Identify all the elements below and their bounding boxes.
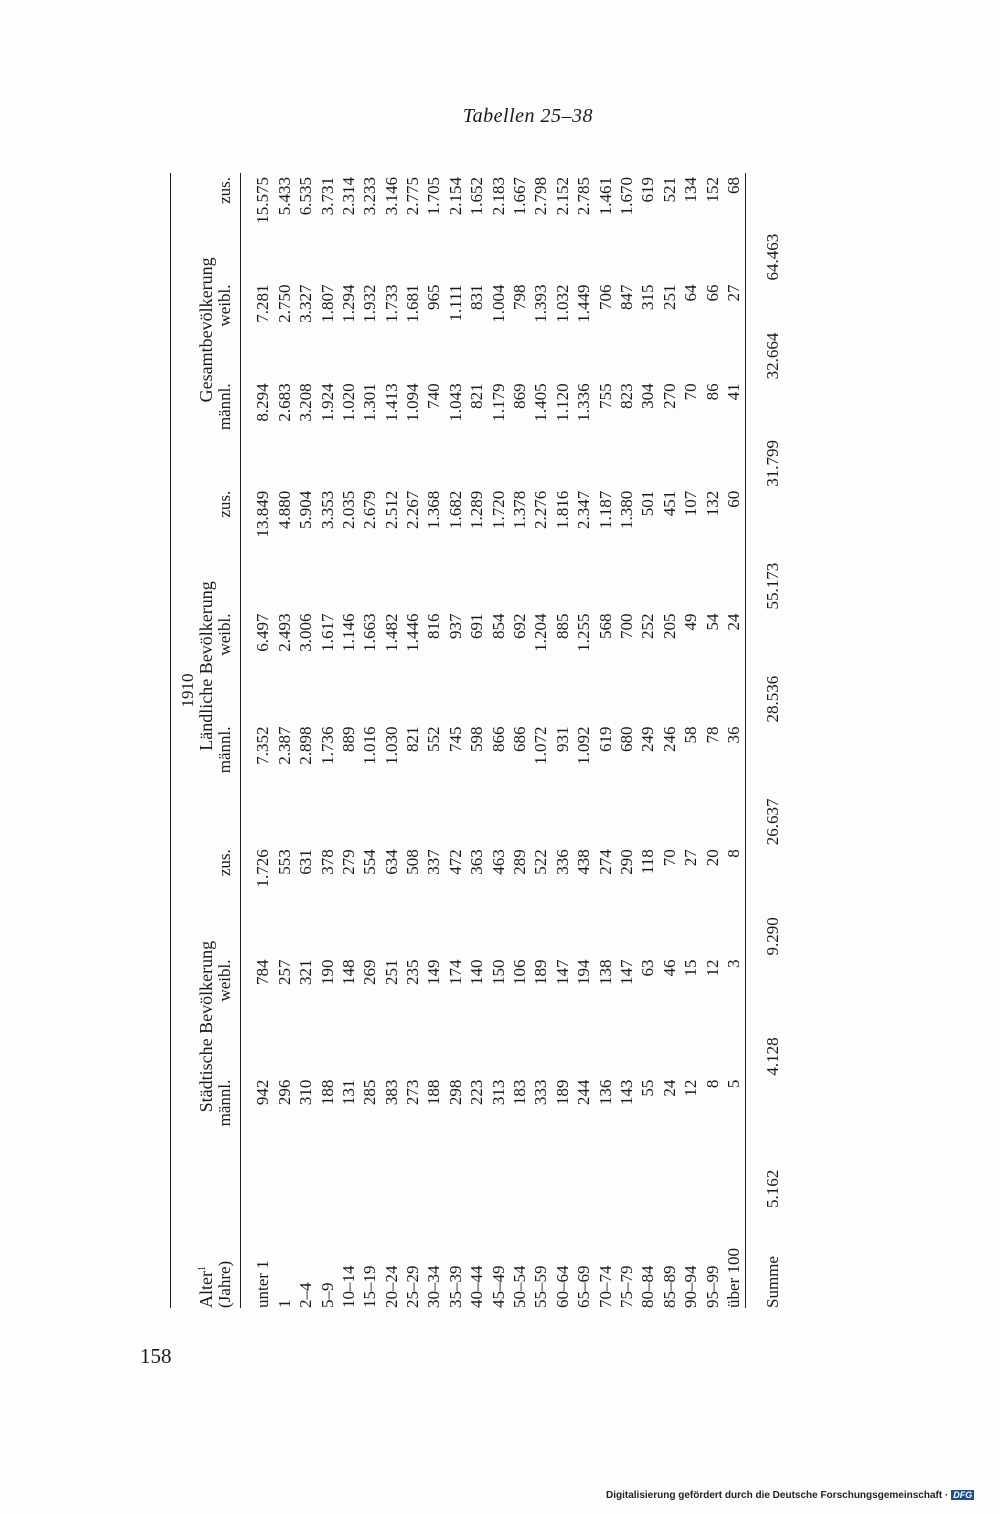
- value-cell: 321: [296, 959, 316, 986]
- table-body: [253, 173, 745, 1308]
- value-cell: 854: [488, 613, 508, 640]
- digitization-credit: [606, 1490, 974, 1501]
- value-cell: 1.030: [381, 726, 401, 765]
- value-cell: 6.535: [296, 177, 316, 216]
- population-table-rotated: [170, 173, 886, 1308]
- age-group-cell: unter 1: [253, 1260, 273, 1308]
- year-label: 1910: [178, 673, 197, 708]
- value-cell: 183: [510, 1079, 530, 1106]
- table-row: [445, 173, 466, 1308]
- value-cell: 1.179: [488, 383, 508, 422]
- value-cell: 246: [659, 726, 679, 753]
- value-cell: 12: [681, 1079, 701, 1097]
- sum-value-cell: 32.664: [745, 280, 786, 379]
- value-cell: 2.152: [552, 177, 572, 216]
- value-cell: 78: [702, 726, 722, 744]
- age-group-cell: 1: [274, 1299, 294, 1308]
- value-cell: 27: [723, 284, 743, 302]
- value-cell: 1.016: [360, 726, 380, 765]
- footnote-marker: 1: [196, 1266, 208, 1272]
- value-cell: 1.726: [253, 849, 273, 888]
- value-cell: 1.461: [595, 177, 615, 216]
- value-cell: 3.006: [296, 613, 316, 652]
- header-rule: [240, 173, 253, 1308]
- value-cell: 1.289: [467, 490, 487, 529]
- age-group-cell: 15–19: [360, 1265, 380, 1308]
- value-cell: 107: [681, 490, 701, 517]
- value-cell: 150: [488, 959, 508, 986]
- value-cell: 12: [702, 959, 722, 977]
- value-cell: 132: [702, 490, 722, 517]
- page-header: [0, 0, 1000, 130]
- column-subheader: weibl.: [214, 613, 234, 656]
- year-header-row: [171, 173, 197, 1308]
- age-group-cell: 35–39: [445, 1265, 465, 1308]
- value-cell: 706: [595, 284, 615, 310]
- value-cell: 6.497: [253, 613, 273, 652]
- value-cell: 131: [338, 1079, 358, 1106]
- table-row: [402, 173, 423, 1308]
- value-cell: 1.733: [381, 284, 401, 323]
- value-cell: 8: [723, 849, 743, 858]
- alter-header: Alter$^1$: [195, 1266, 216, 1308]
- value-cell: 745: [445, 726, 465, 753]
- value-cell: 1.032: [552, 284, 572, 323]
- value-cell: 106: [510, 959, 530, 986]
- table-row: [723, 173, 745, 1308]
- table-row: [573, 173, 594, 1308]
- value-cell: 363: [467, 849, 487, 875]
- value-cell: 889: [338, 726, 358, 753]
- value-cell: 252: [638, 613, 658, 640]
- value-cell: 279: [338, 849, 358, 875]
- sum-value-cell: 5.162: [745, 1076, 786, 1208]
- value-cell: 3.208: [296, 383, 316, 422]
- table-row: [552, 173, 573, 1308]
- value-cell: 2.267: [403, 490, 423, 529]
- credit-text: Digitalisierung gefördert durch die Deutsche Forschungsgemeinschaft ·: [606, 1490, 949, 1501]
- table-row: [424, 173, 445, 1308]
- value-cell: 148: [338, 959, 358, 986]
- age-group-cell: 25–29: [403, 1265, 423, 1308]
- table-row: [638, 173, 659, 1308]
- value-cell: 553: [274, 849, 294, 875]
- value-cell: 1.204: [531, 613, 551, 652]
- age-group-cell: 10–14: [338, 1265, 358, 1308]
- value-cell: 619: [595, 726, 615, 753]
- value-cell: 251: [659, 284, 679, 310]
- age-group-cell: 5–9: [317, 1282, 337, 1308]
- value-cell: 188: [317, 1079, 337, 1106]
- value-cell: 1.020: [338, 383, 358, 422]
- value-cell: 8: [702, 1079, 722, 1089]
- value-cell: 244: [574, 1079, 594, 1106]
- table-row: [531, 173, 552, 1308]
- value-cell: 631: [296, 849, 316, 875]
- age-group-cell: 20–24: [381, 1265, 401, 1308]
- age-group-cell: über 100: [723, 1248, 743, 1308]
- value-cell: 2.512: [381, 490, 401, 529]
- value-cell: 847: [616, 284, 636, 310]
- age-group-cell: 70–74: [595, 1265, 615, 1308]
- dfg-logo: DFG: [953, 1490, 973, 1500]
- value-cell: 7.352: [253, 726, 273, 765]
- value-cell: 63: [638, 959, 658, 977]
- value-cell: 337: [424, 849, 444, 875]
- value-cell: 2.493: [274, 613, 294, 652]
- age-group-cell: 50–54: [510, 1265, 530, 1308]
- value-cell: 942: [253, 1079, 273, 1106]
- value-cell: 54: [702, 613, 722, 631]
- value-cell: 2.276: [531, 490, 551, 529]
- value-cell: 194: [574, 959, 594, 986]
- value-cell: 1.378: [510, 490, 530, 529]
- value-cell: 1.670: [616, 177, 636, 216]
- value-cell: 205: [659, 613, 679, 640]
- value-cell: 36: [723, 726, 743, 744]
- age-group-cell: 55–59: [531, 1265, 551, 1308]
- value-cell: 3.233: [360, 177, 380, 216]
- value-cell: 1.652: [467, 177, 487, 216]
- table-row: [595, 173, 616, 1308]
- value-cell: 619: [638, 177, 658, 203]
- value-cell: 1.482: [381, 613, 401, 652]
- value-cell: 1.667: [510, 177, 530, 216]
- sum-value-cell: 31.799: [745, 379, 786, 486]
- value-cell: 740: [424, 383, 444, 409]
- age-group-cell: 80–84: [638, 1265, 658, 1308]
- group-header-row: [197, 173, 216, 1308]
- value-cell: 501: [638, 490, 658, 517]
- value-cell: 4.880: [274, 490, 294, 529]
- value-cell: 1.720: [488, 490, 508, 529]
- sum-value-cell: 64.463: [745, 173, 786, 280]
- value-cell: 522: [531, 849, 551, 875]
- value-cell: 937: [445, 613, 465, 640]
- value-cell: 336: [552, 849, 572, 875]
- value-cell: 2.154: [445, 177, 465, 216]
- value-cell: 1.380: [616, 490, 636, 529]
- value-cell: 333: [531, 1079, 551, 1106]
- value-cell: 86: [702, 383, 722, 401]
- value-cell: 138: [595, 959, 615, 986]
- value-cell: 13.849: [253, 490, 273, 538]
- table-row: [253, 173, 274, 1308]
- value-cell: 251: [381, 959, 401, 986]
- value-cell: 686: [510, 726, 530, 753]
- value-cell: 2.683: [274, 383, 294, 422]
- value-cell: 70: [681, 383, 701, 401]
- value-cell: 554: [360, 849, 380, 875]
- value-cell: 2.387: [274, 726, 294, 765]
- value-cell: 691: [467, 613, 487, 640]
- value-cell: 634: [381, 849, 401, 875]
- value-cell: 315: [638, 284, 658, 310]
- value-cell: 383: [381, 1079, 401, 1106]
- value-cell: 438: [574, 849, 594, 875]
- value-cell: 508: [403, 849, 423, 875]
- table-row: [616, 173, 637, 1308]
- value-cell: 1.187: [595, 490, 615, 529]
- value-cell: 1.004: [488, 284, 508, 323]
- value-cell: 1.617: [317, 613, 337, 652]
- value-cell: 1.368: [424, 490, 444, 529]
- value-cell: 692: [510, 613, 530, 640]
- table-row: [466, 173, 487, 1308]
- value-cell: 700: [616, 613, 636, 640]
- value-cell: 296: [274, 1079, 294, 1106]
- value-cell: 285: [360, 1079, 380, 1106]
- column-subheader: zus.: [214, 177, 234, 204]
- value-cell: 118: [638, 849, 658, 875]
- age-group-cell: 90–94: [681, 1265, 701, 1308]
- value-cell: 68: [723, 177, 743, 194]
- value-cell: 189: [552, 1079, 572, 1106]
- value-cell: 1.932: [360, 284, 380, 323]
- group-header-urban: Städtische Bevölkerung: [195, 940, 216, 1113]
- value-cell: 223: [467, 1079, 487, 1106]
- value-cell: 451: [659, 490, 679, 517]
- age-group-cell: 40–44: [467, 1265, 487, 1308]
- running-title: Tabellen 25–38: [462, 105, 593, 127]
- sum-value-cell: 9.290: [745, 845, 786, 955]
- table-row: [488, 173, 509, 1308]
- table-row: [680, 173, 701, 1308]
- column-subheader: zus.: [214, 490, 234, 518]
- table-row: [338, 173, 359, 1308]
- value-cell: 2.898: [296, 726, 316, 765]
- value-cell: 1.255: [574, 613, 594, 652]
- value-cell: 147: [616, 959, 636, 986]
- column-subheader: zus.: [214, 849, 234, 877]
- value-cell: 134: [681, 177, 701, 203]
- value-cell: 136: [595, 1079, 615, 1106]
- value-cell: 821: [467, 383, 487, 409]
- value-cell: 298: [445, 1079, 465, 1106]
- value-cell: 680: [616, 726, 636, 753]
- value-cell: 1.924: [317, 383, 337, 422]
- value-cell: 598: [467, 726, 487, 753]
- age-group-cell: 60–64: [552, 1265, 572, 1308]
- value-cell: 1.736: [317, 726, 337, 765]
- value-cell: 1.405: [531, 383, 551, 422]
- value-cell: 568: [595, 613, 615, 640]
- value-cell: 15.575: [253, 177, 273, 224]
- table-row: [509, 173, 530, 1308]
- value-cell: 1.816: [552, 490, 572, 529]
- value-cell: 1.094: [403, 383, 423, 422]
- value-cell: 823: [616, 383, 636, 409]
- alter-unit-header: (Jahre): [214, 1260, 234, 1308]
- value-cell: 24: [723, 613, 743, 631]
- sum-row: [745, 173, 786, 1308]
- value-cell: 1.682: [445, 490, 465, 529]
- value-cell: 2.785: [574, 177, 594, 216]
- value-cell: 64: [681, 284, 701, 302]
- value-cell: 1.111: [445, 284, 465, 322]
- value-cell: 1.663: [360, 613, 380, 652]
- value-cell: 313: [488, 1079, 508, 1106]
- value-cell: 70: [659, 849, 679, 867]
- value-cell: 174: [445, 959, 465, 986]
- value-cell: 1.393: [531, 284, 551, 323]
- sum-label: Summe: [745, 1208, 786, 1308]
- value-cell: 3: [723, 959, 743, 969]
- value-cell: 521: [659, 177, 679, 203]
- value-cell: 1.294: [338, 284, 358, 323]
- age-group-cell: 30–34: [424, 1265, 444, 1308]
- value-cell: 289: [510, 849, 530, 875]
- value-cell: 7.281: [253, 284, 273, 323]
- value-cell: 24: [659, 1079, 679, 1097]
- age-group-cell: 95–99: [702, 1265, 722, 1308]
- value-cell: 831: [467, 284, 487, 310]
- value-cell: 1.043: [445, 383, 465, 422]
- value-cell: 1.092: [574, 726, 594, 765]
- value-cell: 3.146: [381, 177, 401, 216]
- value-cell: 2.750: [274, 284, 294, 323]
- value-cell: 1.072: [531, 726, 551, 765]
- column-subheader: männl.: [214, 1079, 234, 1127]
- value-cell: 1.681: [403, 284, 423, 323]
- column-subheader: weibl.: [214, 284, 234, 327]
- value-cell: 755: [595, 383, 615, 409]
- value-cell: 1.705: [424, 177, 444, 216]
- sum-value-cell: 26.637: [745, 723, 786, 846]
- value-cell: 2.347: [574, 490, 594, 529]
- value-cell: 816: [424, 613, 444, 640]
- value-cell: 965: [424, 284, 444, 310]
- value-cell: 1.301: [360, 383, 380, 422]
- value-cell: 3.353: [317, 490, 337, 529]
- value-cell: 188: [424, 1079, 444, 1106]
- value-cell: 274: [595, 849, 615, 875]
- value-cell: 784: [253, 959, 273, 986]
- value-cell: 273: [403, 1079, 423, 1106]
- column-subheader: weibl.: [214, 959, 234, 1002]
- age-group-cell: 75–79: [616, 1265, 636, 1308]
- population-table: [170, 173, 786, 1308]
- value-cell: 2.775: [403, 177, 423, 216]
- value-cell: 270: [659, 383, 679, 409]
- value-cell: 8.294: [253, 383, 273, 422]
- table-row: [317, 173, 338, 1308]
- page-number: 158: [140, 1344, 172, 1368]
- age-group-cell: 65–69: [574, 1265, 594, 1308]
- value-cell: 152: [702, 177, 722, 203]
- group-header-total: Gesamtbevölkerung: [195, 257, 216, 403]
- value-cell: 552: [424, 726, 444, 753]
- value-cell: 310: [296, 1079, 316, 1106]
- age-group-cell: 45–49: [488, 1265, 508, 1308]
- value-cell: 1.146: [338, 613, 358, 652]
- table-row: [360, 173, 381, 1308]
- value-cell: 190: [317, 959, 337, 986]
- value-cell: 15: [681, 959, 701, 977]
- value-cell: 869: [510, 383, 530, 409]
- value-cell: 2.798: [531, 177, 551, 216]
- value-cell: 269: [360, 959, 380, 986]
- column-subheader: männl.: [214, 726, 234, 774]
- value-cell: 472: [445, 849, 465, 875]
- value-cell: 149: [424, 959, 444, 986]
- value-cell: 189: [531, 959, 551, 986]
- value-cell: 1.446: [403, 613, 423, 652]
- age-group-cell: 85–89: [659, 1265, 679, 1308]
- value-cell: 49: [681, 613, 701, 631]
- value-cell: 235: [403, 959, 423, 986]
- value-cell: 866: [488, 726, 508, 753]
- value-cell: 27: [681, 849, 701, 867]
- value-cell: 931: [552, 726, 572, 753]
- value-cell: 257: [274, 959, 294, 986]
- value-cell: 20: [702, 849, 722, 867]
- subheader-row: [216, 173, 240, 1308]
- sum-value-cell: 28.536: [745, 610, 786, 723]
- value-cell: 5.904: [296, 490, 316, 529]
- value-cell: 821: [403, 726, 423, 753]
- value-cell: 2.035: [338, 490, 358, 529]
- table-row: [274, 173, 295, 1308]
- value-cell: 290: [616, 849, 636, 875]
- value-cell: 463: [488, 849, 508, 875]
- value-cell: 147: [552, 959, 572, 986]
- value-cell: 140: [467, 959, 487, 986]
- value-cell: 41: [723, 383, 743, 401]
- value-cell: 885: [552, 613, 572, 640]
- column-subheader: männl.: [214, 383, 234, 431]
- value-cell: 60: [723, 490, 743, 508]
- table-row: [659, 173, 680, 1308]
- value-cell: 3.731: [317, 177, 337, 216]
- value-cell: 46: [659, 959, 679, 977]
- sum-value-cell: 55.173: [745, 487, 786, 610]
- value-cell: 58: [681, 726, 701, 744]
- value-cell: 378: [317, 849, 337, 875]
- sum-value-cell: 4.128: [745, 956, 786, 1076]
- value-cell: 249: [638, 726, 658, 753]
- value-cell: 55: [638, 1079, 658, 1097]
- value-cell: 304: [638, 383, 658, 409]
- value-cell: 798: [510, 284, 530, 310]
- value-cell: 2.314: [338, 177, 358, 216]
- value-cell: 5: [723, 1079, 743, 1089]
- value-cell: 3.327: [296, 284, 316, 323]
- value-cell: 66: [702, 284, 722, 302]
- table-row: [702, 173, 723, 1308]
- value-cell: 1.336: [574, 383, 594, 422]
- value-cell: 2.679: [360, 490, 380, 529]
- age-group-cell: 2–4: [296, 1282, 316, 1308]
- value-cell: 2.183: [488, 177, 508, 216]
- value-cell: 1.120: [552, 383, 572, 422]
- group-header-rural: Ländliche Bevölkerung: [195, 581, 216, 751]
- value-cell: 5.433: [274, 177, 294, 216]
- value-cell: 1.449: [574, 284, 594, 323]
- table-row: [381, 173, 402, 1308]
- table-row: [295, 173, 316, 1308]
- value-cell: 143: [616, 1079, 636, 1106]
- value-cell: 1.413: [381, 383, 401, 422]
- value-cell: 1.807: [317, 284, 337, 323]
